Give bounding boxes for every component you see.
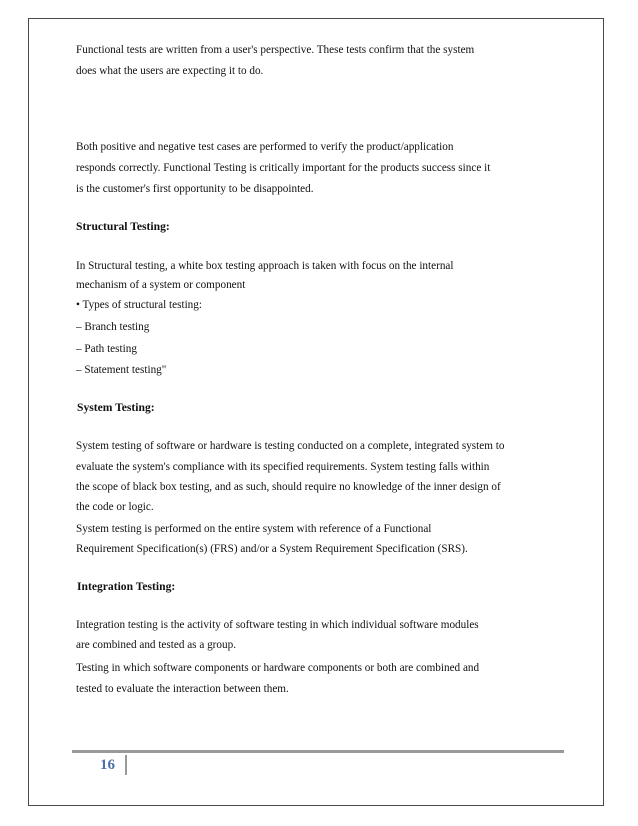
text-line: Integration testing is the activity of software testing in which individual software modules xyxy=(76,619,479,631)
text-line: Requirement Specification(s) (FRS) and/or a System Requirement Specification (SRS). xyxy=(76,543,468,555)
text-line: evaluate the system's compliance with its specified requirements. System testing falls within xyxy=(76,461,490,473)
text-line: is the customer's first opportunity to be disappointed. xyxy=(76,183,314,195)
text-line: In Structural testing, a white box testing approach is taken with focus on the internal xyxy=(76,260,454,272)
text-line: Both positive and negative test cases are performed to verify the product/application xyxy=(76,141,454,153)
list-item: – Statement testing" xyxy=(76,364,167,376)
heading-structural-testing: Structural Testing: xyxy=(76,220,170,233)
page-number-separator xyxy=(125,755,127,775)
list-item: – Path testing xyxy=(76,343,137,355)
page-number: 16 xyxy=(100,757,115,773)
text-line: does what the users are expecting it to do. xyxy=(76,65,264,77)
text-line: Testing in which software components or hardware components or both are combined and xyxy=(76,662,480,674)
footer-divider xyxy=(72,750,564,753)
text-line: tested to evaluate the interaction between them. xyxy=(76,683,289,695)
list-item: • Types of structural testing: xyxy=(76,299,202,311)
text-line: System testing is performed on the entire system with reference of a Functional xyxy=(76,523,432,535)
list-item: – Branch testing xyxy=(76,321,150,333)
text-line: Functional tests are written from a user's perspective. These tests confirm that the system xyxy=(76,44,475,56)
text-line: responds correctly. Functional Testing is critically important for the products success since it xyxy=(76,162,491,174)
heading-integration-testing: Integration Testing: xyxy=(77,580,176,593)
text-line: the code or logic. xyxy=(76,501,154,513)
text-line: mechanism of a system or component xyxy=(76,279,246,291)
text-line: the scope of black box testing, and as such, should require no knowledge of the inner design of xyxy=(76,481,501,493)
heading-system-testing: System Testing: xyxy=(77,401,155,414)
text-line: are combined and tested as a group. xyxy=(76,639,236,651)
text-line: System testing of software or hardware is testing conducted on a complete, integrated system to xyxy=(76,440,505,452)
